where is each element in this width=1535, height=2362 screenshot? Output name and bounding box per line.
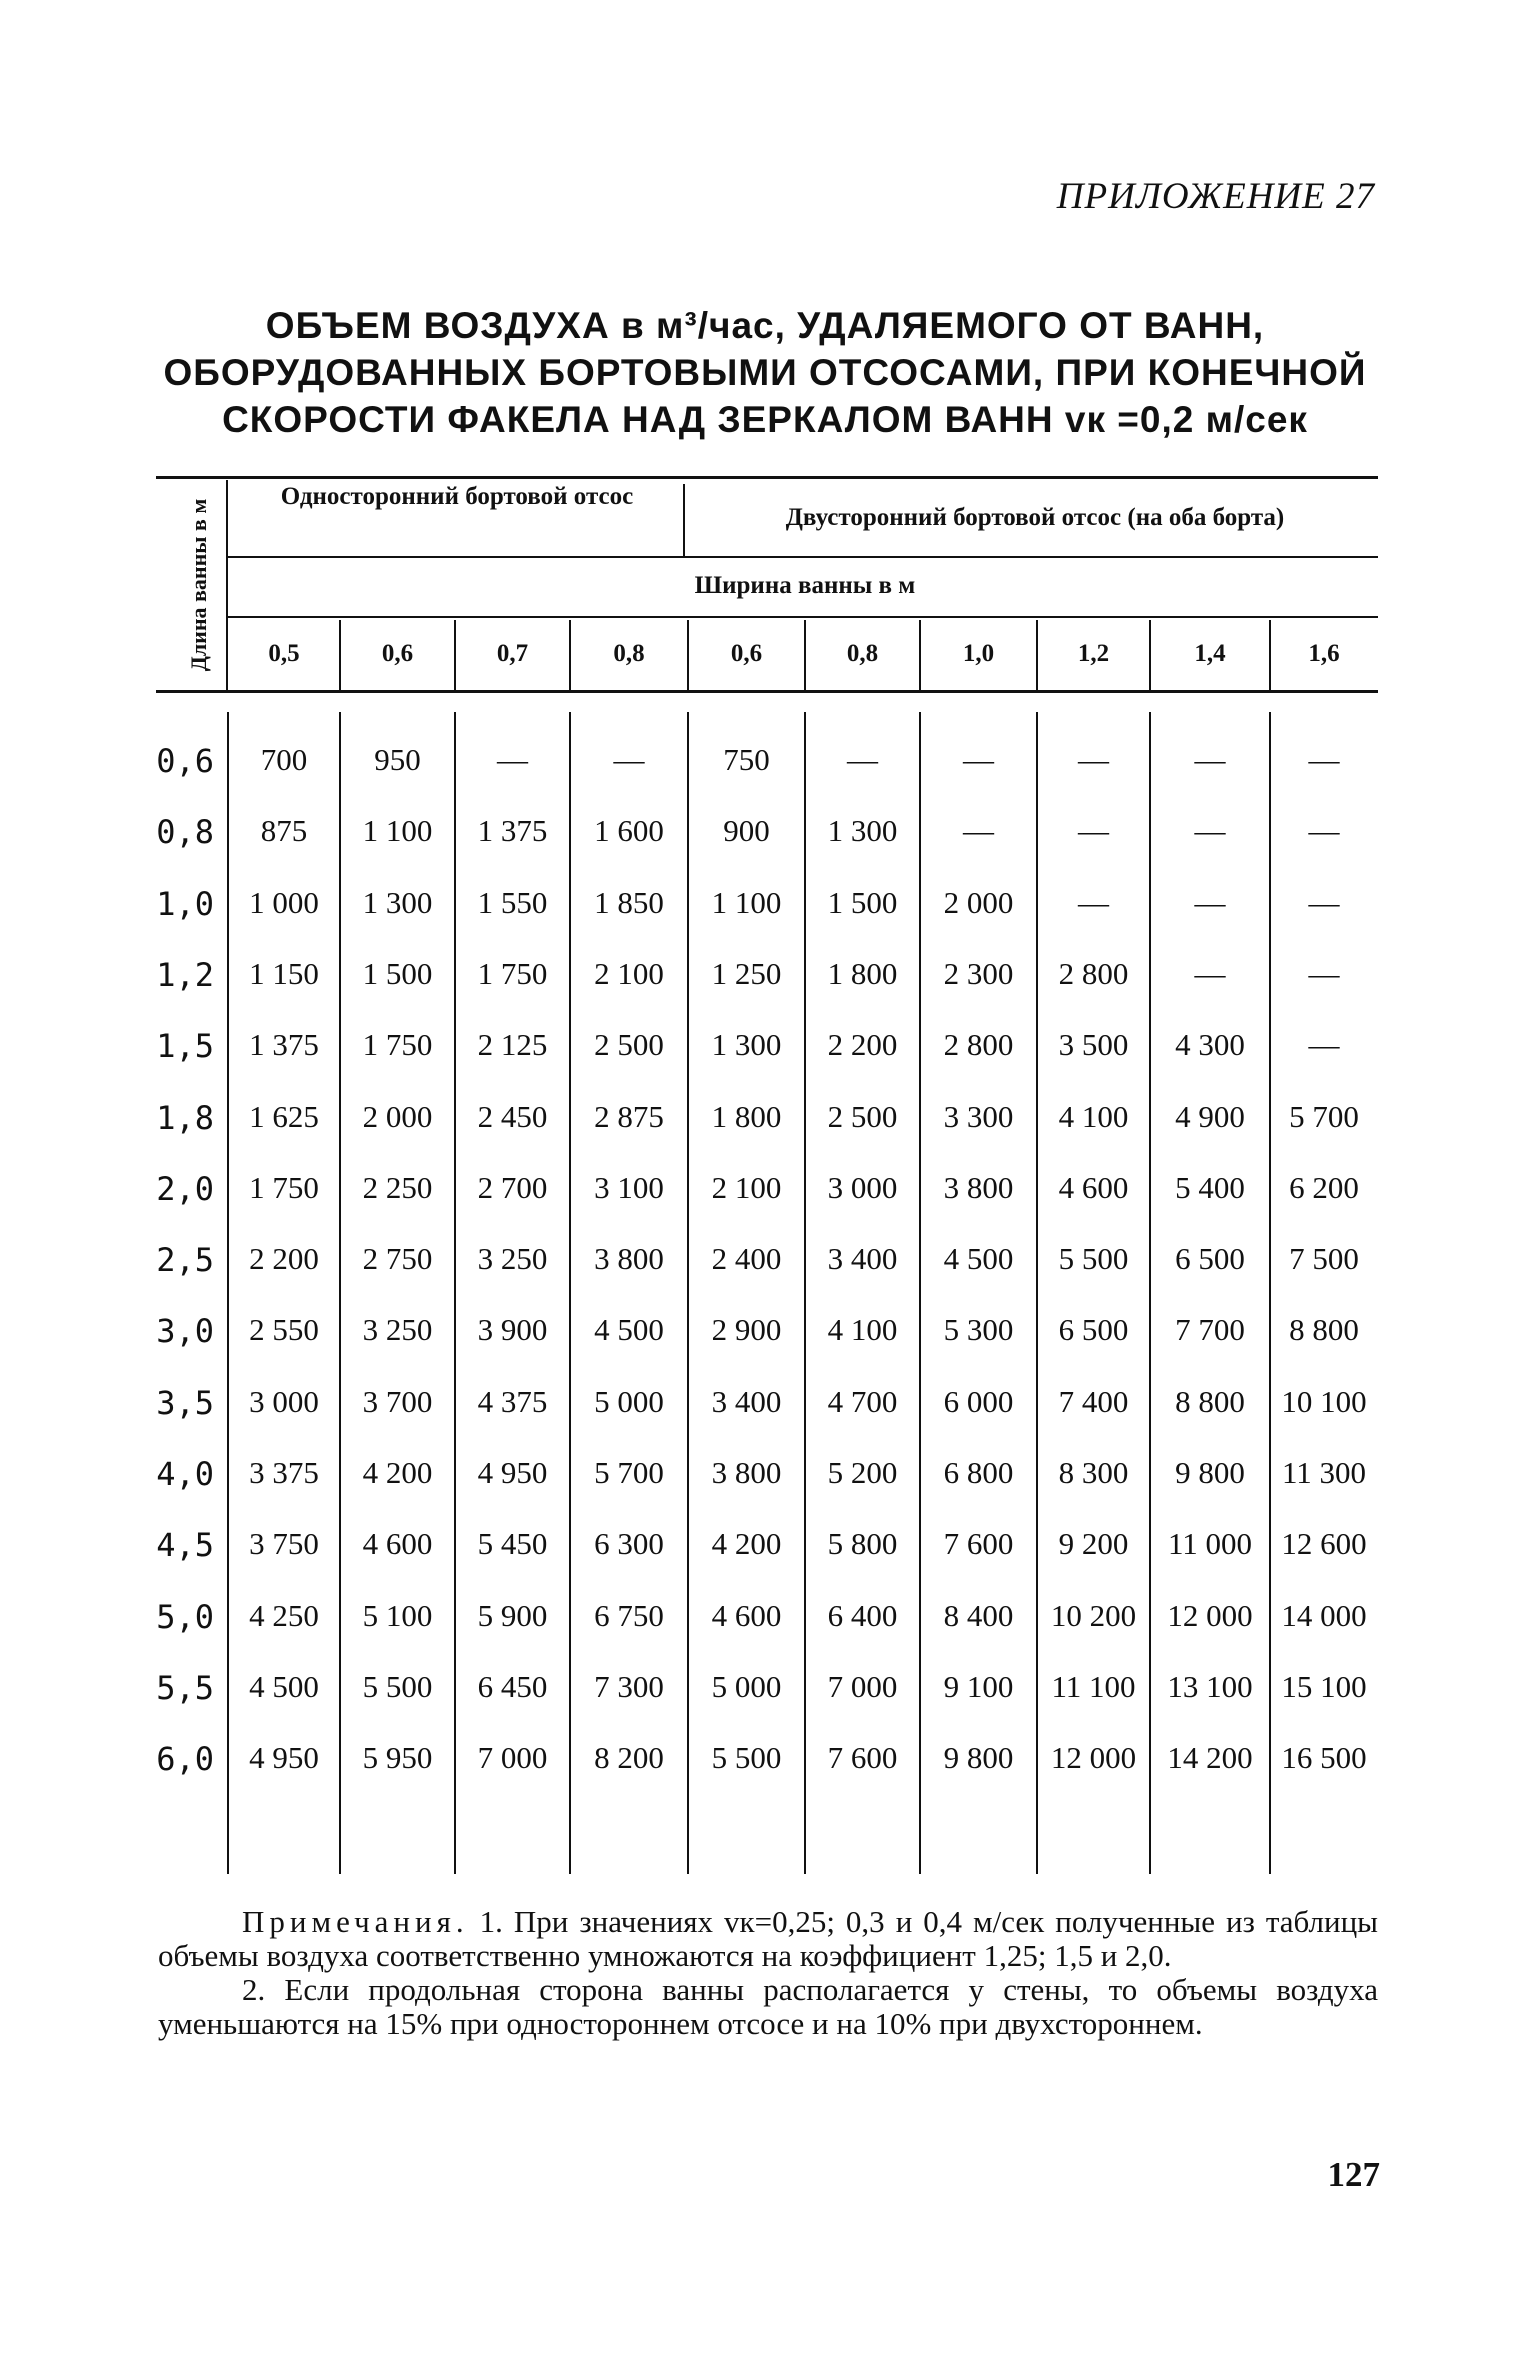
table-cell: 1 375 [477,813,548,849]
column-header-divider [687,620,689,690]
table-cell: 8 800 [1175,1383,1245,1419]
table-cell: 2 750 [362,1241,433,1277]
group-header-single: Односторонний бортовой отсос [280,483,634,510]
table-cell: 1 300 [362,884,433,920]
table-cell: — [1308,955,1340,991]
column-header-divider [339,620,341,690]
table-cell: 7 000 [827,1668,898,1704]
table-cell: 3 800 [943,1169,1014,1205]
table-cell: — [1194,955,1226,991]
table-cell: 4 500 [943,1241,1014,1277]
row-length-label: 2,0 [156,1169,214,1208]
table-cell: 4 200 [362,1455,433,1490]
column-header: 0,8 [846,640,879,667]
table-cell: 5 450 [477,1526,548,1562]
row-length-label: 1,8 [156,1098,214,1137]
table-cell: 1 100 [711,884,782,920]
title-line-2: ОБОРУДОВАННЫХ БОРТОВЫМИ ОТСОСАМИ, ПРИ КОНЕЧНОЙ [163,352,1367,393]
width-header: Ширина ванны в м [694,572,916,599]
table-cell: 6 000 [943,1383,1014,1419]
table-cell: 5 000 [711,1668,782,1704]
table-cell: 7 300 [594,1668,664,1704]
table-cell: 5 300 [943,1312,1014,1348]
table-cell: 3 800 [594,1241,664,1277]
table-cell: 1 150 [249,955,319,991]
table-cell: — [1194,813,1226,849]
table-cell: 9 100 [943,1668,1014,1704]
table-cell: 1 300 [711,1027,782,1063]
table-cell: 3 400 [827,1241,898,1277]
title-line-3: СКОРОСТИ ФАКЕЛА НАД ЗЕРКАЛОМ ВАНН vк =0,2 м/сек [222,399,1308,440]
table-cell: — [1078,884,1109,920]
table-cell: 9 800 [943,1740,1014,1776]
group-header-double: Двусторонний бортовой отсос (на оба борта) [785,504,1285,531]
table-cell: 700 [260,742,308,777]
table-cell: 12 600 [1281,1526,1367,1562]
table-cell: 750 [723,742,770,777]
table-cell: 3 000 [827,1169,898,1205]
table-cell: 6 500 [1175,1241,1245,1277]
table-cell: — [497,742,528,777]
table-cell: 3 000 [249,1383,319,1419]
column-header-divider [919,620,921,690]
column-header-divider [1269,620,1271,690]
table-cell: — [1308,884,1340,920]
table-cell: 1 800 [827,955,898,991]
row-length-label: 1,2 [156,955,214,994]
table-cell: 9 800 [1175,1455,1245,1490]
table-cell: 1 625 [249,1098,319,1134]
page-title [140,302,1390,443]
table-cell: — [1078,742,1109,777]
table-cell: 12 000 [1050,1740,1137,1776]
table-cell: 6 200 [1289,1169,1359,1205]
table-cell: 5 700 [594,1455,664,1490]
table-cell: 14 000 [1281,1597,1367,1633]
table-cell: 900 [723,813,770,849]
table-cell: 14 200 [1167,1740,1253,1776]
table-cell: 6 300 [594,1526,664,1562]
table-cell: 5 700 [1289,1098,1359,1134]
table-cell: 4 950 [477,1455,548,1490]
table-cell: 4 100 [1058,1098,1129,1134]
table-cell: 4 200 [711,1526,782,1562]
table-cell: 8 200 [594,1740,664,1776]
table-cell: 4 900 [1175,1098,1245,1134]
table-cell: 1 375 [249,1027,319,1063]
table-cell: 4 500 [249,1668,319,1704]
table-cell: 2 125 [477,1027,548,1063]
table-cell: 2 550 [249,1312,319,1348]
table-cell: 11 000 [1167,1526,1253,1562]
table-cell: 1 750 [249,1169,319,1205]
table-cell: 1 500 [827,884,898,920]
row-length-label: 0,6 [156,742,214,780]
column-header-divider [1036,620,1038,690]
table-cell: 8 300 [1058,1455,1129,1490]
table-cell: 1 550 [477,884,548,920]
column-header: 1,4 [1194,640,1226,667]
table-cell: 3 800 [711,1455,782,1490]
column-header: 0,7 [496,640,529,667]
table-cell: 8 800 [1289,1312,1359,1348]
row-length-label: 6,0 [156,1740,214,1779]
table-cell: 2 400 [711,1241,782,1277]
table-cell: 3 300 [943,1098,1014,1134]
table-cell: — [1194,742,1226,777]
table-cell: 1 600 [594,813,664,849]
table-cell: 8 400 [943,1597,1014,1633]
table-cell: 3 500 [1058,1027,1129,1063]
table-cell: 2 000 [362,1098,433,1134]
table-cell: 7 700 [1175,1312,1245,1348]
table-cell: 1 000 [249,884,319,920]
row-length-label: 1,5 [156,1027,214,1066]
row-length-label: 1,0 [156,884,214,923]
table-cell: 2 500 [827,1098,898,1134]
table-cell: 7 600 [827,1740,898,1776]
table-cell: 4 375 [477,1383,548,1419]
table-cell: — [847,742,878,777]
table-cell: 11 100 [1051,1668,1136,1704]
table-cell: 5 900 [477,1597,548,1633]
table-cell: 6 500 [1058,1312,1129,1348]
table-cell: 15 100 [1281,1668,1367,1704]
table-cell: 2 200 [249,1241,319,1277]
table-cell: 1 100 [362,813,433,849]
table-cell: 2 100 [594,955,664,991]
table-cell: 3 900 [477,1312,548,1348]
table-cell: 2 200 [827,1027,898,1063]
table-cell: 2 250 [362,1169,433,1205]
table-cell: — [1194,884,1226,920]
header-bottom-rule [156,690,1378,693]
group-separator [683,484,685,556]
row-length-label: 4,5 [156,1526,214,1565]
table-cell: 3 700 [362,1383,433,1419]
table-cell: — [963,742,994,777]
title-line-1: ОБЪЕМ ВОЗДУХА в м³/час, УДАЛЯЕМОГО ОТ ВАНН, [265,305,1265,346]
table-cell: — [963,813,994,849]
table-cell: 2 800 [943,1027,1014,1063]
table-cell: 3 250 [362,1312,433,1348]
table-cell: 4 300 [1175,1027,1245,1063]
table-cell: 5 000 [594,1383,664,1419]
table-cell: — [1078,813,1109,849]
table-cell: 1 850 [594,884,664,920]
table-cell: 1 500 [362,955,433,991]
table-cell: 4 600 [362,1526,433,1562]
table-cell: 2 875 [594,1098,664,1134]
header-rule-1 [228,556,1378,558]
table-cell: 2 800 [1058,955,1129,991]
column-header: 1,2 [1077,640,1110,667]
table-cell: 5 950 [362,1740,433,1776]
table-cell: 2 100 [711,1169,782,1205]
column-header-divider [569,620,571,690]
table-cell: 2 300 [943,955,1014,991]
row-length-label: 4,0 [156,1455,214,1493]
table-cell: 10 100 [1281,1383,1367,1419]
table-cell: — [1308,1027,1340,1063]
table-cell: 5 500 [1058,1241,1129,1277]
table-cell: 4 600 [1058,1169,1129,1205]
table-cell: 1 800 [711,1098,782,1134]
table-cell: 3 750 [249,1526,319,1562]
note-2: 2. Если продольная сторона ванны располагается у стены, то объемы воздуха уменьшаются на 15% при одностороннем отсосе и на 10% при двухстороннем. [158,1972,1378,2041]
table-cell: 3 250 [477,1241,548,1277]
column-header-divider [1149,620,1151,690]
table-cell: 1 750 [362,1027,433,1063]
table-cell: — [613,742,645,777]
table-cell: 7 500 [1289,1241,1359,1277]
row-length-label: 5,0 [156,1597,214,1636]
table-cell: 6 400 [827,1597,898,1633]
page-number: 127 [1327,2155,1380,2194]
table-cell: 4 250 [249,1597,319,1633]
table-cell: 1 250 [711,955,782,991]
table-cell: 1 750 [477,955,548,991]
table-cell: 4 950 [249,1740,319,1776]
row-length-label: 3,5 [156,1383,214,1422]
table-cell: 950 [374,742,421,777]
table-cell: 7 000 [477,1740,548,1776]
table-cell: 4 500 [594,1312,664,1348]
table-cell: — [1308,742,1340,777]
table-cell: 7 600 [943,1526,1014,1562]
table-cell: 7 400 [1058,1383,1129,1419]
row-header-cell [164,480,234,690]
table-cell: 2 000 [943,884,1014,920]
table-cell: 3 375 [249,1455,319,1490]
column-header: 1,0 [962,640,995,667]
table-cell: 5 500 [362,1668,433,1704]
table-cell: 5 100 [362,1597,433,1633]
table-cell: 875 [260,813,308,849]
notes [158,1905,1378,2041]
table-cell: 6 450 [477,1668,548,1704]
table-cell: 4 100 [827,1312,898,1348]
table-cell: 10 200 [1050,1597,1137,1633]
header-rule-2 [228,616,1378,618]
row-length-label: 0,8 [156,813,214,852]
table-cell: 12 000 [1167,1597,1253,1633]
table-cell: 4 600 [711,1597,782,1633]
table-cell: 2 700 [477,1169,548,1205]
column-header: 0,6 [730,640,763,667]
table-cell: — [1308,813,1340,849]
table-cell: 11 300 [1281,1455,1367,1490]
row-length-label: 2,5 [156,1241,214,1280]
table-cell: 2 900 [711,1312,782,1348]
table-cell: 3 100 [594,1169,664,1205]
column-header: 0,5 [268,640,300,667]
table-cell: 5 800 [827,1526,898,1562]
table-cell: 16 500 [1281,1740,1367,1776]
notes-heading: Примечания. [242,1904,469,1939]
table-cell: 13 100 [1167,1668,1253,1704]
column-header-divider [804,620,806,690]
table-cell: 5 200 [827,1455,898,1490]
note-1: 1. При значениях vк=0,25; 0,3 и 0,4 м/сек полученные из таблицы объемы воздуха соответственно умножаются на коэффициент 1,25; 1,5 и 2,0. [158,1904,1379,1973]
column-header-divider [454,620,456,690]
table-cell: 1 300 [827,813,898,849]
table-cell: 6 800 [943,1455,1014,1490]
appendix-label: ПРИЛОЖЕНИЕ 27 [1056,176,1375,217]
table-cell: 5 400 [1175,1169,1245,1205]
table-cell: 5 500 [711,1740,782,1776]
table-cell: 2 450 [477,1098,548,1134]
row-header-label: Длина ванны в м [186,498,211,672]
table-top-rule [156,476,1378,479]
row-length-label: 5,5 [156,1668,214,1707]
column-header: 0,8 [613,640,645,667]
table-cell: 3 400 [711,1383,782,1419]
table-cell: 4 700 [827,1383,898,1419]
column-header: 0,6 [381,640,414,667]
table-cell: 9 200 [1058,1526,1129,1562]
column-header: 1,6 [1308,640,1340,667]
row-length-label: 3,0 [156,1312,214,1351]
table-cell: 6 750 [594,1597,664,1633]
table-cell: 2 500 [594,1027,664,1063]
